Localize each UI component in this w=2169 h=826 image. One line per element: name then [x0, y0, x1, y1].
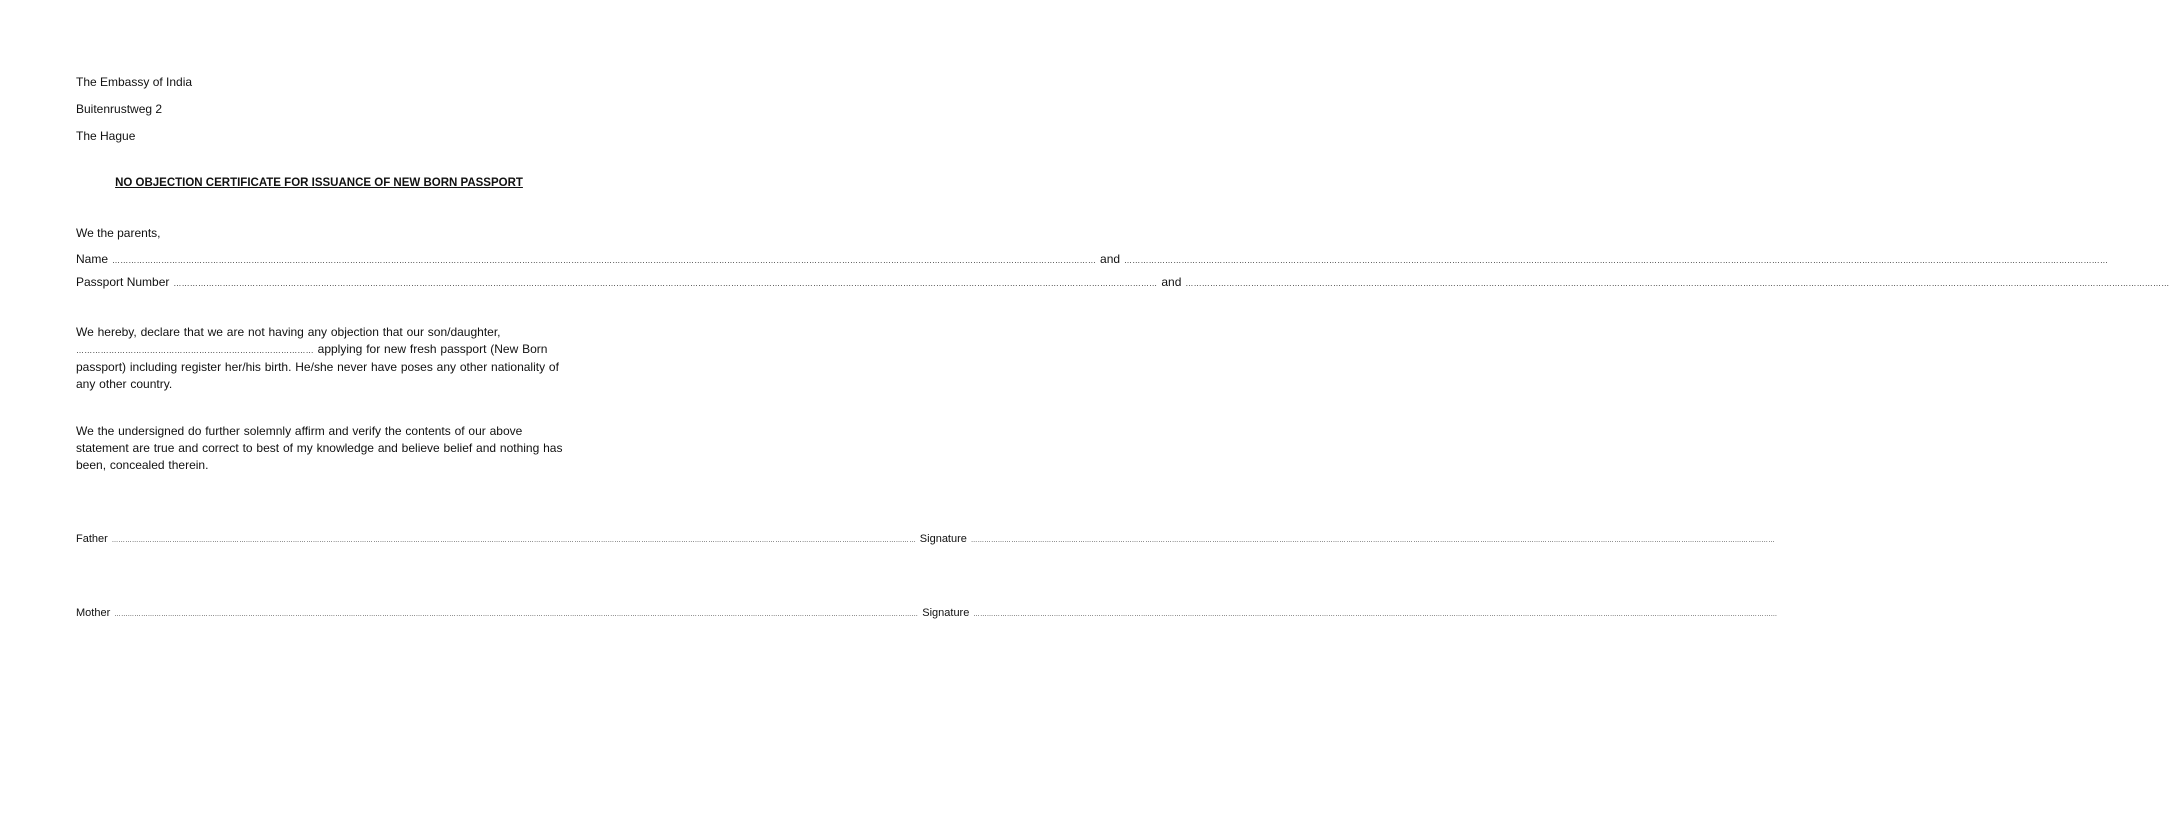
- declaration-paragraph: [76, 324, 564, 393]
- declaration-part-1: We hereby, declare that we are not having any objection that our son/daughter,: [76, 325, 501, 339]
- father-name-blank[interactable]: ………………………………………………………………………………………………………………………………………………………………………………………………………………………………………………………………………………………………………………………………: [111, 537, 916, 544]
- father-row: [76, 531, 1775, 549]
- name-blank-2[interactable]: ………………………………………………………………………………………………………………………………………………………………………………………………………………………………………………………………………………………………………………………………: [1124, 256, 2109, 265]
- passport-blank-1[interactable]: ………………………………………………………………………………………………………………………………………………………………………………………………………………………………………………………………………………………………………………………………: [173, 279, 1158, 288]
- name-row: [76, 251, 2109, 269]
- name-joiner: and: [1100, 252, 1121, 266]
- mother-row: [76, 605, 1778, 623]
- father-signature-blank[interactable]: ………………………………………………………………………………………………………………………………………………………………………………………………………………………………………………………………………………………………………………………………: [970, 537, 1775, 544]
- passport-label: Passport Number: [76, 275, 170, 289]
- address-line-1: The Embassy of India: [76, 75, 193, 89]
- passport-blank-2[interactable]: ………………………………………………………………………………………………………………………………………………………………………………………………………………………………………………………………………………………………………………………………: [1185, 279, 2169, 288]
- address-line-3: The Hague: [76, 129, 136, 143]
- father-signature-label: Signature: [919, 533, 967, 545]
- affirmation-paragraph: We the undersigned do further solemnly affirm and verify the contents of our above statement are true and correct to best of my knowledge and believe belief and nothing has been, concealed therein.: [76, 424, 563, 472]
- name-label: Name: [76, 252, 109, 266]
- passport-row: [76, 274, 2169, 292]
- father-label: Father: [76, 533, 108, 545]
- mother-label: Mother: [76, 607, 111, 619]
- mother-name-blank[interactable]: ………………………………………………………………………………………………………………………………………………………………………………………………………………………………………………………………………………………………………………………………: [114, 611, 919, 618]
- child-name-blank[interactable]: ……………………………………………………………………………: [76, 346, 314, 355]
- parents-intro: We the parents,: [76, 226, 161, 240]
- declaration-part-2: applying for new fresh passport (New Born passport) including register her/his birth. He/she never have poses any other nationality of any other country.: [76, 342, 559, 391]
- mother-signature-blank[interactable]: ………………………………………………………………………………………………………………………………………………………………………………………………………………………………………………………………………………………………………………………………: [973, 611, 1778, 618]
- document-title: NO OBJECTION CERTIFICATE FOR ISSUANCE OF NEW BORN PASSPORT: [115, 177, 523, 189]
- address-line-2: Buitenrustweg 2: [76, 102, 163, 116]
- mother-signature-label: Signature: [922, 607, 970, 619]
- passport-joiner: and: [1161, 275, 1182, 289]
- name-blank-1[interactable]: ………………………………………………………………………………………………………………………………………………………………………………………………………………………………………………………………………………………………………………………………: [112, 256, 1097, 265]
